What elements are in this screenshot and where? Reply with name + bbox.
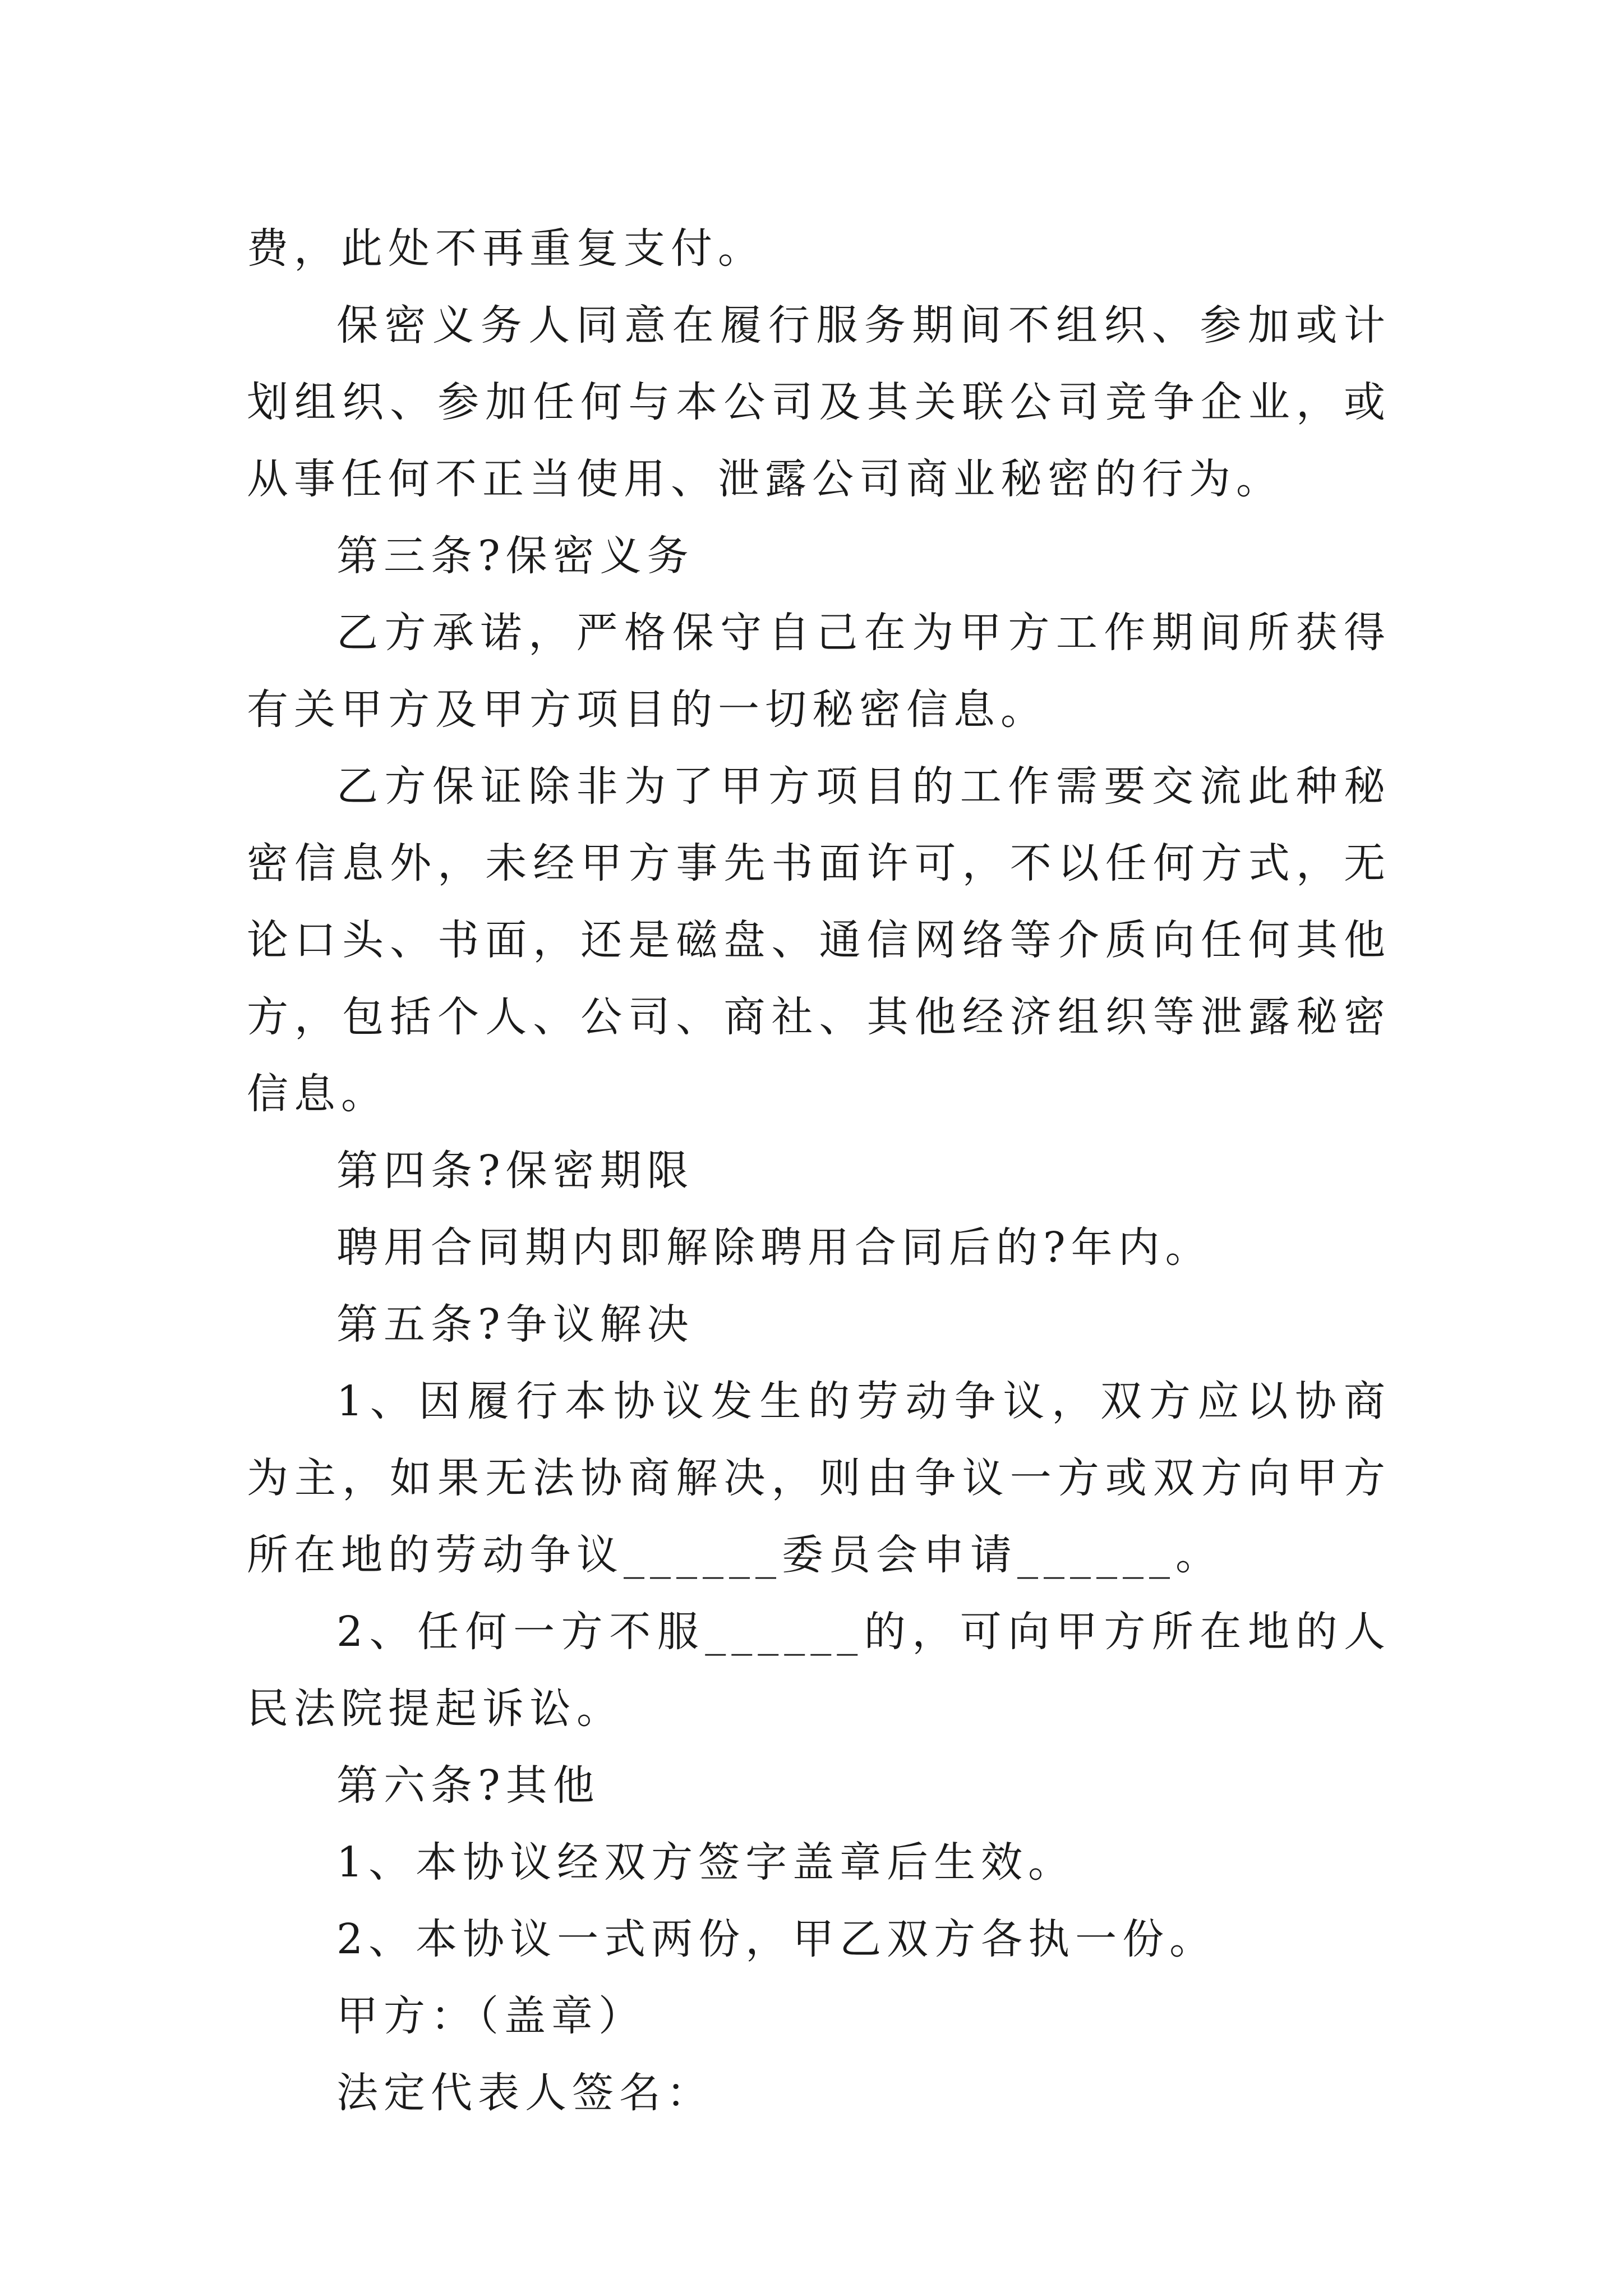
paragraph-dispute-1: 1、因履行本协议发生的劳动争议，双方应以协商为主，如果无法协商解决，则由争议一方或双方向甲方所在地的劳动争议______委员会申请______。 (247, 1377, 1391, 1579)
paragraph-non-compete: 保密义务人同意在履行服务期间不组织、参加或计划组织、参加任何与本公司及其关联公司竞争企业，或从事任何不正当使用、泄露公司商业秘密的行为。 (247, 301, 1391, 503)
article-6-heading: 第六条?其他 (336, 1761, 600, 1810)
paragraph-dispute-2: 2、任何一方不服______的，可向甲方所在地的人民法院提起诉讼。 (247, 1608, 1391, 1733)
party-a-seal-line: 甲方：（盖章） (336, 1992, 645, 2040)
paragraph-confidentiality-promise: 乙方承诺，严格保守自己在为甲方工作期间所获得有关甲方及甲方项目的一切秘密信息。 (247, 609, 1391, 734)
legal-representative-signature-line: 法定代表人签名： (336, 2069, 713, 2117)
article-4-heading: 第四条?保密期限 (336, 1147, 694, 1195)
paragraph-other-1: 1、本协议经双方签字盖章后生效。 (336, 1838, 1076, 1887)
paragraph-confidentiality-term: 聘用合同期内即解除聘用合同后的?年内。 (336, 1223, 1212, 1272)
article-3-heading: 第三条?保密义务 (336, 532, 694, 580)
article-5-heading: 第五条?争议解决 (336, 1300, 694, 1349)
paragraph-continuation: 费，此处不再重复支付。 (247, 224, 765, 273)
document-body (247, 210, 1391, 2132)
paragraph-no-disclosure: 乙方保证除非为了甲方项目的工作需要交流此种秘密信息外，未经甲方事先书面许可，不以任何方式，无论口头、书面，还是磁盘、通信网络等介质向任何其他方，包括个人、公司、商社、其他经济组织等泄露秘密信息。 (247, 762, 1391, 1118)
paragraph-other-2: 2、本协议一式两份，甲乙双方各执一份。 (336, 1915, 1217, 1963)
